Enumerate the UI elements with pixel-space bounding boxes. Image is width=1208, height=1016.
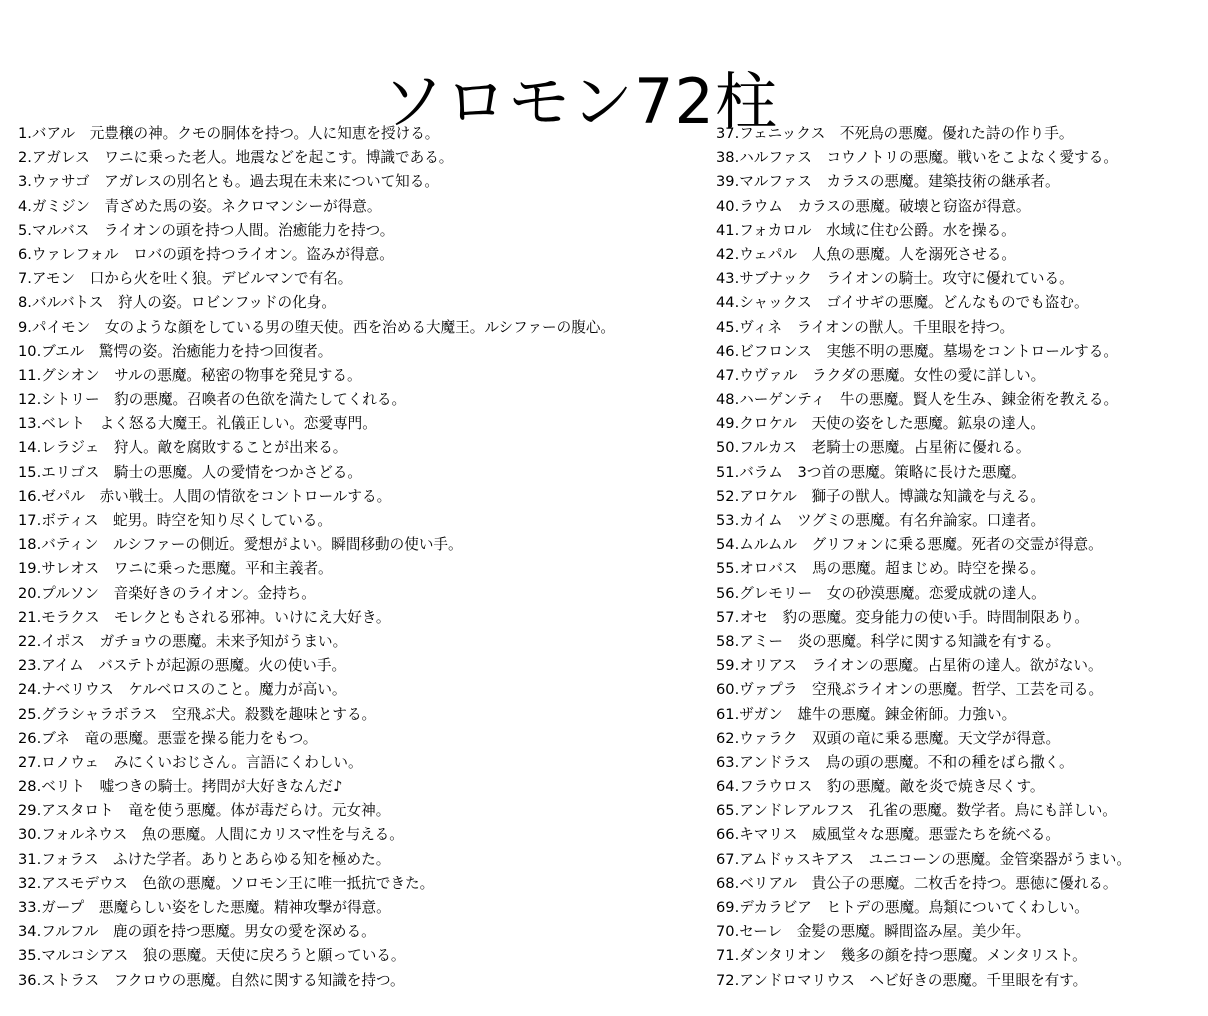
demon-entry: 12.シトリー 豹の悪魔。召喚者の色欲を満たしてくれる。: [18, 391, 407, 409]
demon-list-right: [716, 122, 1196, 993]
demon-entry: 4.ガミジン 青ざめた馬の姿。ネクロマンシーが得意。: [18, 197, 382, 215]
demon-entry: 21.モラクス モレクともされる邪神。いけにえ大好き。: [18, 608, 391, 626]
demon-entry: 66.キマリス 威風堂々な悪魔。悪霊たちを統べる。: [716, 826, 1060, 844]
demon-entry: 25.グラシャラボラス 空飛ぶ犬。殺戮を趣味とする。: [18, 705, 377, 723]
demon-entry: 7.アモン 口から火を吐く狼。デビルマンで有名。: [18, 270, 353, 288]
demon-entry: 44.シャックス ゴイサギの悪魔。どんなものでも盗む。: [716, 294, 1089, 312]
demon-entry: 45.ヴィネ ライオンの獣人。千里眼を持つ。: [716, 318, 1015, 336]
demon-entry: 67.アムドゥスキアス ユニコーンの悪魔。金管楽器がうまい。: [716, 850, 1131, 868]
demon-entry: 17.ボティス 蛇男。時空を知り尽くしている。: [18, 512, 332, 529]
demon-entry: 51.バラム 3つ首の悪魔。策略に長けた悪魔。: [716, 463, 1026, 481]
demon-entry: 72.アンドロマリウス ヘビ好きの悪魔。千里眼を有す。: [716, 971, 1088, 989]
demon-list-left: [18, 122, 698, 993]
demon-entry: 32.アスモデウス 色欲の悪魔。ソロモン王に唯一抵抗できた。: [18, 874, 435, 892]
demon-entry: 47.ウヴァル ラクダの悪魔。女性の愛に詳しい。: [716, 366, 1046, 384]
demon-entry: 26.ブネ 竜の悪魔。悪霊を操る能力をもつ。: [18, 729, 318, 747]
demon-entry: 9.パイモン 女のような顔をしている男の堕天使。西を治める大魔王。ルシファーの腹心。: [18, 318, 616, 336]
demon-entry: 41.フォカロル 水域に住む公爵。水を操る。: [716, 221, 1016, 239]
demon-entry: 43.サブナック ライオンの騎士。攻守に優れている。: [716, 270, 1074, 288]
demon-entry: 16.ゼパル 赤い戦士。人間の情欲をコントロールする。: [18, 487, 392, 505]
demon-entry: 54.ムルムル グリフォンに乗る悪魔。死者の交霊が得意。: [716, 536, 1103, 554]
demon-entry: 39.マルファス カラスの悪魔。建築技術の継承者。: [716, 173, 1060, 191]
demon-entry: 50.フルカス 老騎士の悪魔。占星術に優れる。: [716, 439, 1031, 457]
demon-entry: 27.ロノウェ みにくいおじさん。言語にくわしい。: [18, 753, 363, 771]
demon-entry: 13.ベレト よく怒る大魔王。礼儀正しい。恋愛専門。: [18, 415, 377, 433]
demon-entry: 8.バルバトス 狩人の姿。ロビンフッドの化身。: [18, 294, 336, 312]
demon-entry: 14.レラジェ 狩人。敵を腐敗することが出来る。: [18, 439, 348, 457]
demon-entry: 35.マルコシアス 狼の悪魔。天使に戻ろうと願っている。: [18, 947, 406, 965]
demon-entry: 38.ハルファス コウノトリの悪魔。戦いをこよなく愛する。: [716, 149, 1118, 167]
demon-entry: 24.ナベリウス ケルベロスのこと。魔力が高い。: [18, 681, 347, 699]
demon-entry: 11.グシオン サルの悪魔。秘密の物事を発見する。: [18, 366, 362, 384]
demon-entry: 49.クロケル 天使の姿をした悪魔。鉱泉の達人。: [716, 415, 1045, 433]
demon-entry: 40.ラウム カラスの悪魔。破壊と窃盗が得意。: [716, 197, 1031, 215]
demon-entry: 57.オセ 豹の悪魔。変身能力の使い手。時間制限あり。: [716, 608, 1090, 626]
demon-entry: 56.グレモリー 女の砂漠悪魔。恋愛成就の達人。: [716, 584, 1046, 602]
demon-entry: 59.オリアス ライオンの悪魔。占星術の達人。欲がない。: [716, 657, 1103, 675]
demon-entry: 48.ハーゲンティ 牛の悪魔。賢人を生み、錬金術を教える。: [716, 391, 1119, 409]
demon-entry: 53.カイム ツグミの悪魔。有名弁論家。口達者。: [716, 512, 1046, 529]
demon-entry: 5.マルバス ライオンの頭を持つ人間。治癒能力を持つ。: [18, 221, 395, 239]
demon-entry: 55.オロバス 馬の悪魔。超まじめ。時空を操る。: [716, 560, 1046, 578]
demon-entry: 34.フルフル 鹿の頭を持つ悪魔。男女の愛を深める。: [18, 923, 376, 941]
demon-entry: 28.ベリト 嘘つきの騎士。拷問が大好きなんだ♪: [18, 778, 343, 796]
demon-entry: 20.プルソン 音楽好きのライオン。金持ち。: [18, 584, 316, 602]
demon-entry: 2.アガレス ワニに乗った老人。地震などを起こす。博識である。: [18, 149, 454, 167]
page-title: ソロモン72柱: [382, 64, 778, 138]
demon-entry: 68.ベリアル 貴公子の悪魔。二枚舌を持つ。悪徳に優れる。: [716, 874, 1118, 892]
demon-entry: 22.イポス ガチョウの悪魔。未来予知がうまい。: [18, 632, 348, 650]
demon-entry: 30.フォルネウス 魚の悪魔。人間にカリスマ性を与える。: [18, 826, 404, 844]
demon-entry: 42.ウェパル 人魚の悪魔。人を溺死させる。: [716, 245, 1016, 263]
demon-entry: 29.アスタロト 竜を使う悪魔。体が毒だらけ。元女神。: [18, 802, 391, 820]
demon-entry: 64.フラウロス 豹の悪魔。敵を炎で焼き尽くす。: [716, 778, 1045, 796]
demon-entry: 63.アンドラス 鳥の頭の悪魔。不和の種をばら撒く。: [716, 753, 1074, 771]
demon-entry: 10.ブエル 驚愕の姿。治癒能力を持つ回復者。: [18, 342, 333, 360]
demon-entry: 18.バティン ルシファーの側近。愛想がよい。瞬間移動の使い手。: [18, 536, 463, 554]
demon-entry: 1.バアル 元豊穣の神。クモの胴体を持つ。人に知恵を授ける。: [18, 125, 440, 142]
demon-entry: 46.ビフロンス 実態不明の悪魔。墓場をコントロールする。: [716, 342, 1118, 360]
demon-entry: 19.サレオス ワニに乗った悪魔。平和主義者。: [18, 560, 333, 578]
demon-entry: 62.ウァラク 双頭の竜に乗る悪魔。天文学が得意。: [716, 729, 1061, 747]
demon-entry: 33.ガープ 悪魔らしい姿をした悪魔。精神攻撃が得意。: [18, 899, 391, 916]
demon-entry: 6.ウァレフォル ロバの頭を持つライオン。盗みが得意。: [18, 245, 394, 263]
demon-entry: 36.ストラス フクロウの悪魔。自然に関する知識を持つ。: [18, 971, 405, 989]
demon-entry: 61.ザガン 雄牛の悪魔。錬金術師。力強い。: [716, 705, 1017, 723]
demon-entry: 52.アロケル 獅子の獣人。博識な知識を与える。: [716, 487, 1045, 505]
demon-entry: 71.ダンタリオン 幾多の顔を持つ悪魔。メンタリスト。: [716, 947, 1087, 965]
demon-entry: 37.フェニックス 不死鳥の悪魔。優れた詩の作り手。: [716, 125, 1074, 142]
demon-entry: 70.セーレ 金髪の悪魔。瞬間盗み屋。美少年。: [716, 923, 1031, 941]
demon-entry: 31.フォラス ふけた学者。ありとあらゆる知を極めた。: [18, 850, 391, 868]
demon-entry: 69.デカラビア ヒトデの悪魔。鳥類についてくわしい。: [716, 899, 1089, 916]
demon-entry: 15.エリゴス 騎士の悪魔。人の愛情をつかさどる。: [18, 463, 362, 481]
demon-entry: 58.アミー 炎の悪魔。科学に関する知識を有する。: [716, 632, 1061, 650]
demon-entry: 60.ヴァプラ 空飛ぶライオンの悪魔。哲学、工芸を司る。: [716, 681, 1104, 699]
demon-entry: 65.アンドレアルフス 孔雀の悪魔。数学者。鳥にも詳しい。: [716, 802, 1117, 820]
demon-entry: 23.アイム バステトが起源の悪魔。火の使い手。: [18, 657, 347, 675]
demon-entry: 3.ウァサゴ アガレスの別名とも。過去現在未来について知る。: [18, 173, 439, 191]
